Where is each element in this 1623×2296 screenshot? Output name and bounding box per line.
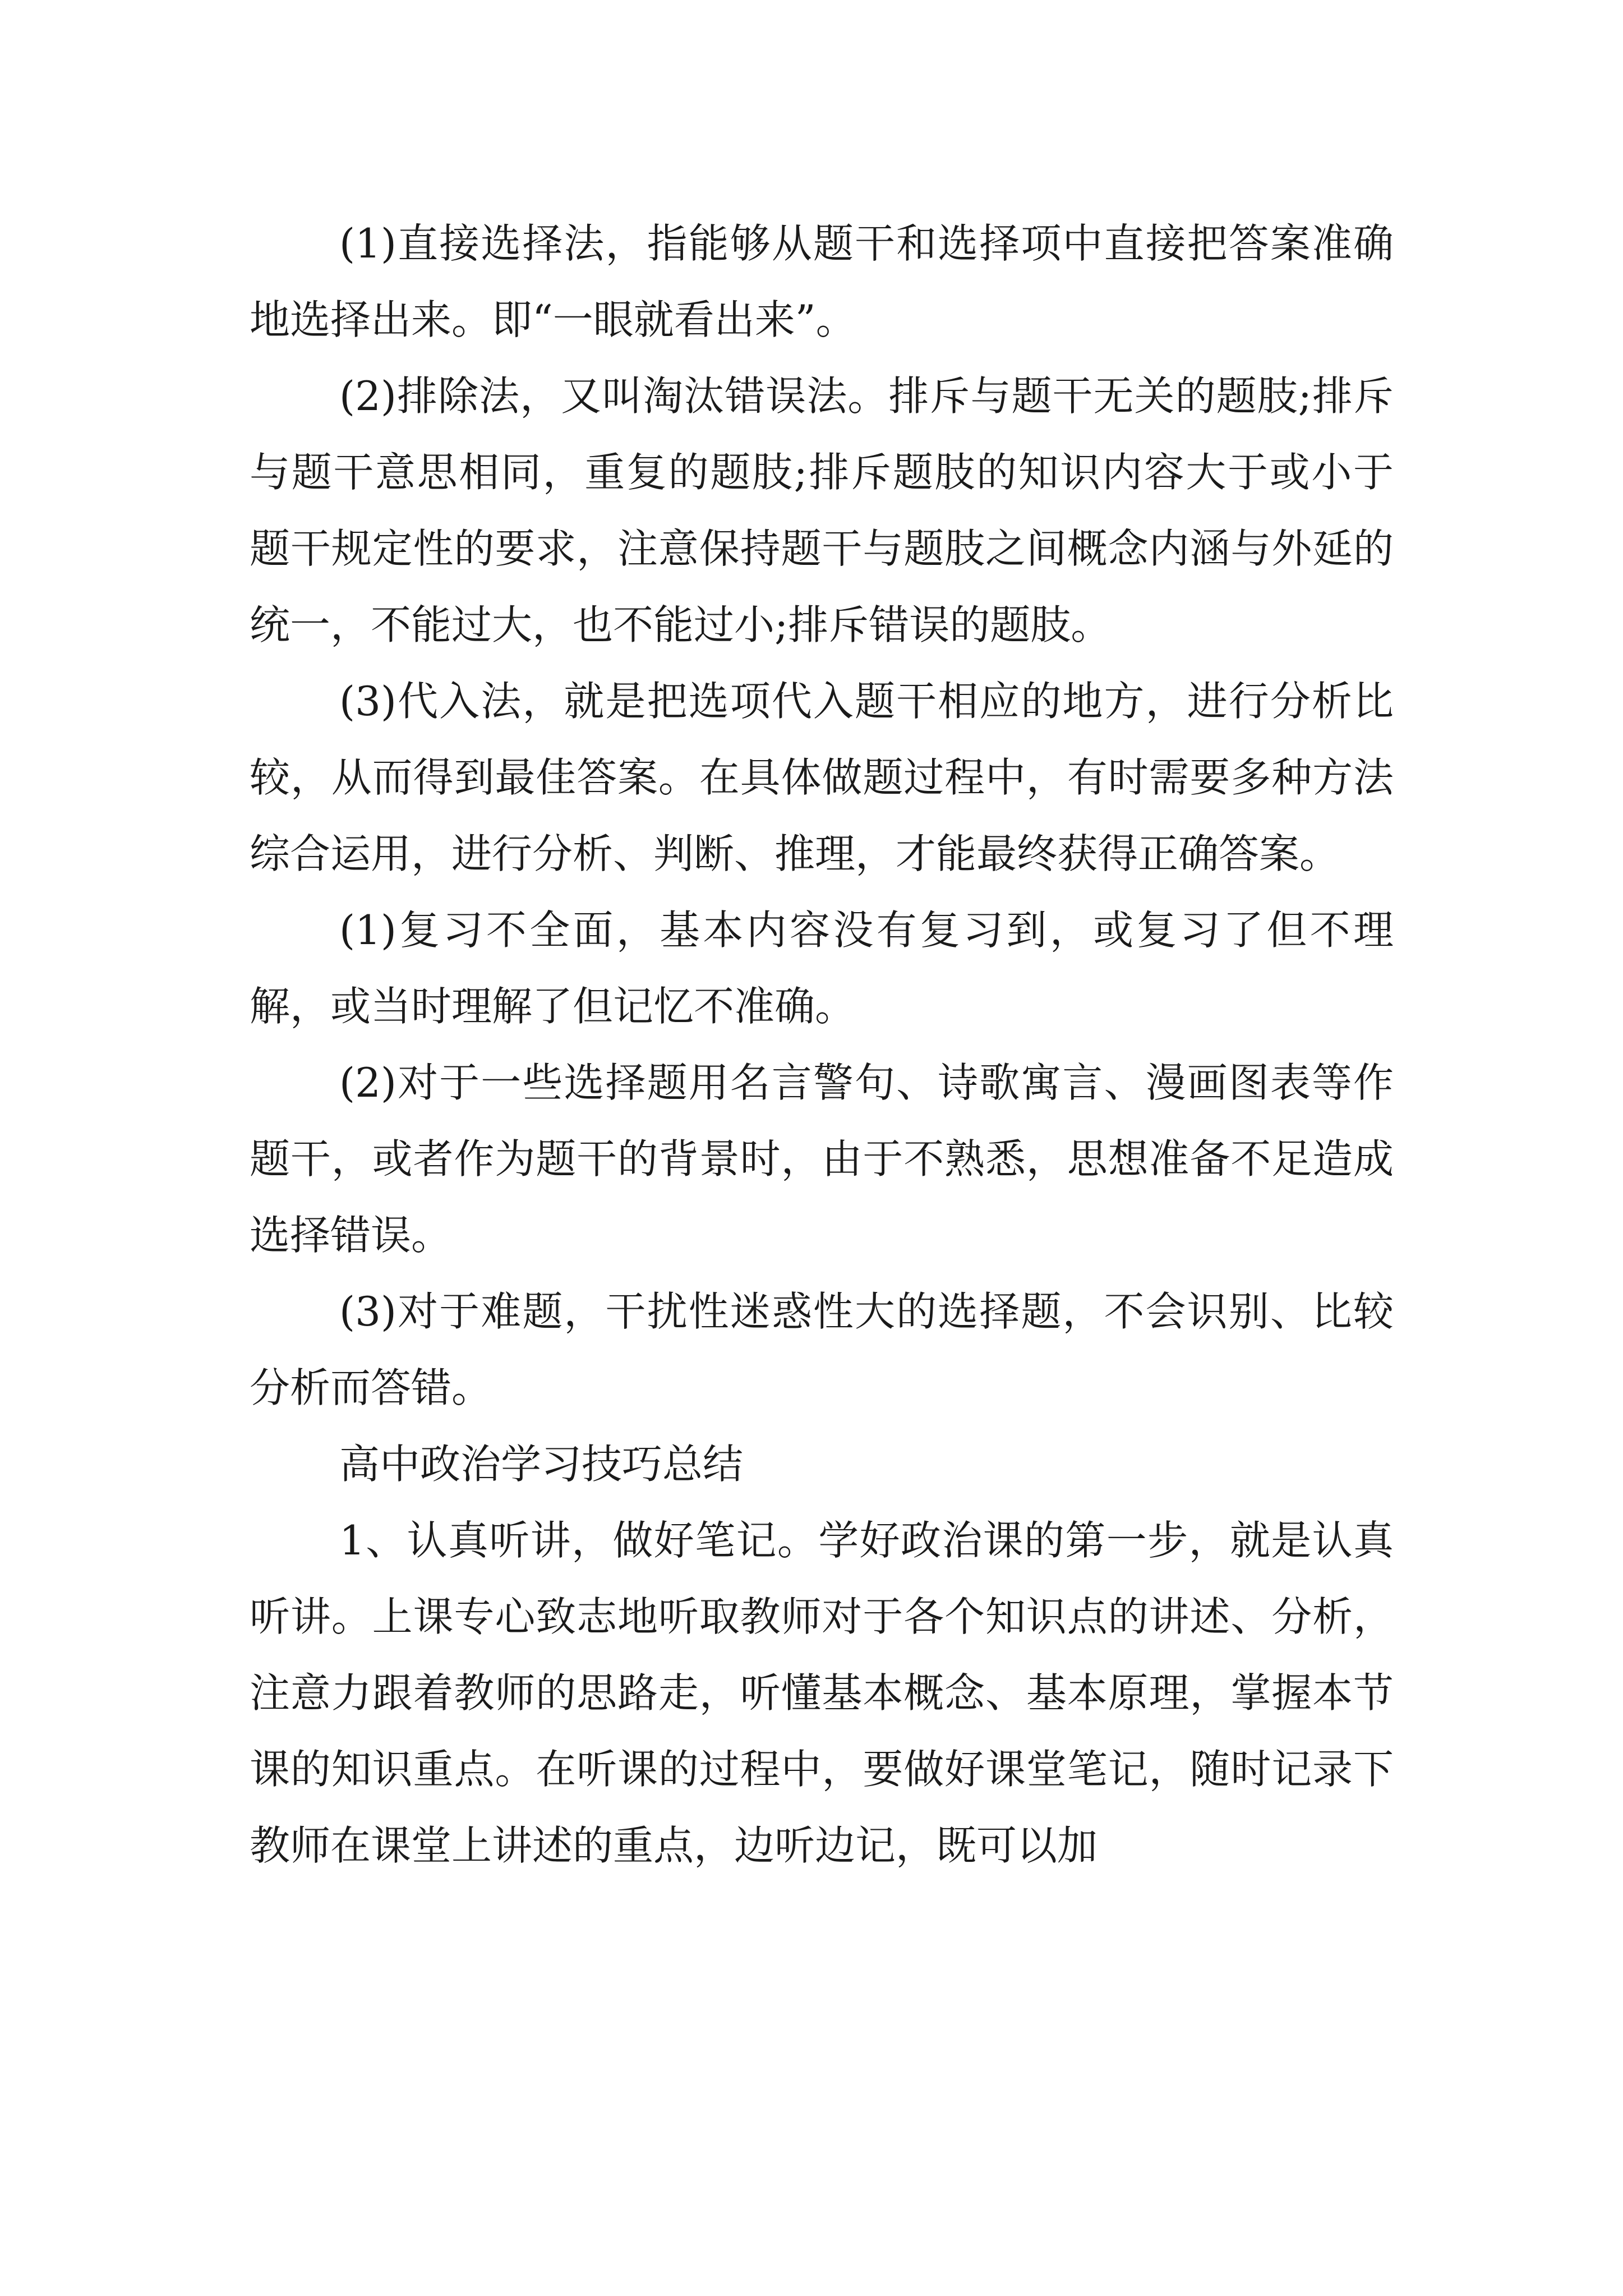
paragraph-difficult-questions: (3)对于难题，干扰性迷惑性大的选择题，不会识别、比较分析而答错。 — [250, 1288, 1394, 1411]
paragraph-direct-selection-method: (1)直接选择法，指能够从题干和选择项中直接把答案准确地选择出来。即“一眼就看出来”。 — [250, 220, 1394, 343]
paragraph-unfamiliar-material: (2)对于一些选择题用名言警句、诗歌寓言、漫画图表等作题干，或者作为题干的背景时，由于不熟悉，思想准备不足造成选择错误。 — [250, 1059, 1394, 1259]
paragraph-incomplete-review: (1)复习不全面，基本内容没有复习到，或复习了但不理解，或当时理解了但记忆不准确。 — [250, 907, 1394, 1030]
section-heading: 高中政治学习技巧总结 — [339, 1441, 744, 1488]
paragraph-elimination-method: (2)排除法，又叫淘汰错误法。排斥与题干无关的题肢;排斥与题干意思相同，重复的题肢;排斥题肢的知识内容大于或小于题干规定性的要求，注意保持题干与题肢之间概念内涵与外延的统一，不能过大，也不能过小;排斥错误的题肢。 — [250, 372, 1394, 648]
paragraph-substitution-method: (3)代入法，就是把选项代入题干相应的地方，进行分析比较，从而得到最佳答案。在具体做题过程中，有时需要多种方法综合运用，进行分析、判断、推理，才能最终获得正确答案。 — [250, 678, 1394, 877]
paragraph-listen-and-take-notes: 1、认真听讲，做好笔记。学好政治课的第一步，就是认真听讲。上课专心致志地听取教师对于各个知识点的讲述、分析，注意力跟着教师的思路走，听懂基本概念、基本原理，掌握本节课的知识重点。在听课的过程中，要做好课堂笔记，随时记录下教师在课堂上讲述的重点，边听边记，既可以加 — [250, 1517, 1394, 1869]
document-body — [250, 205, 1394, 1884]
